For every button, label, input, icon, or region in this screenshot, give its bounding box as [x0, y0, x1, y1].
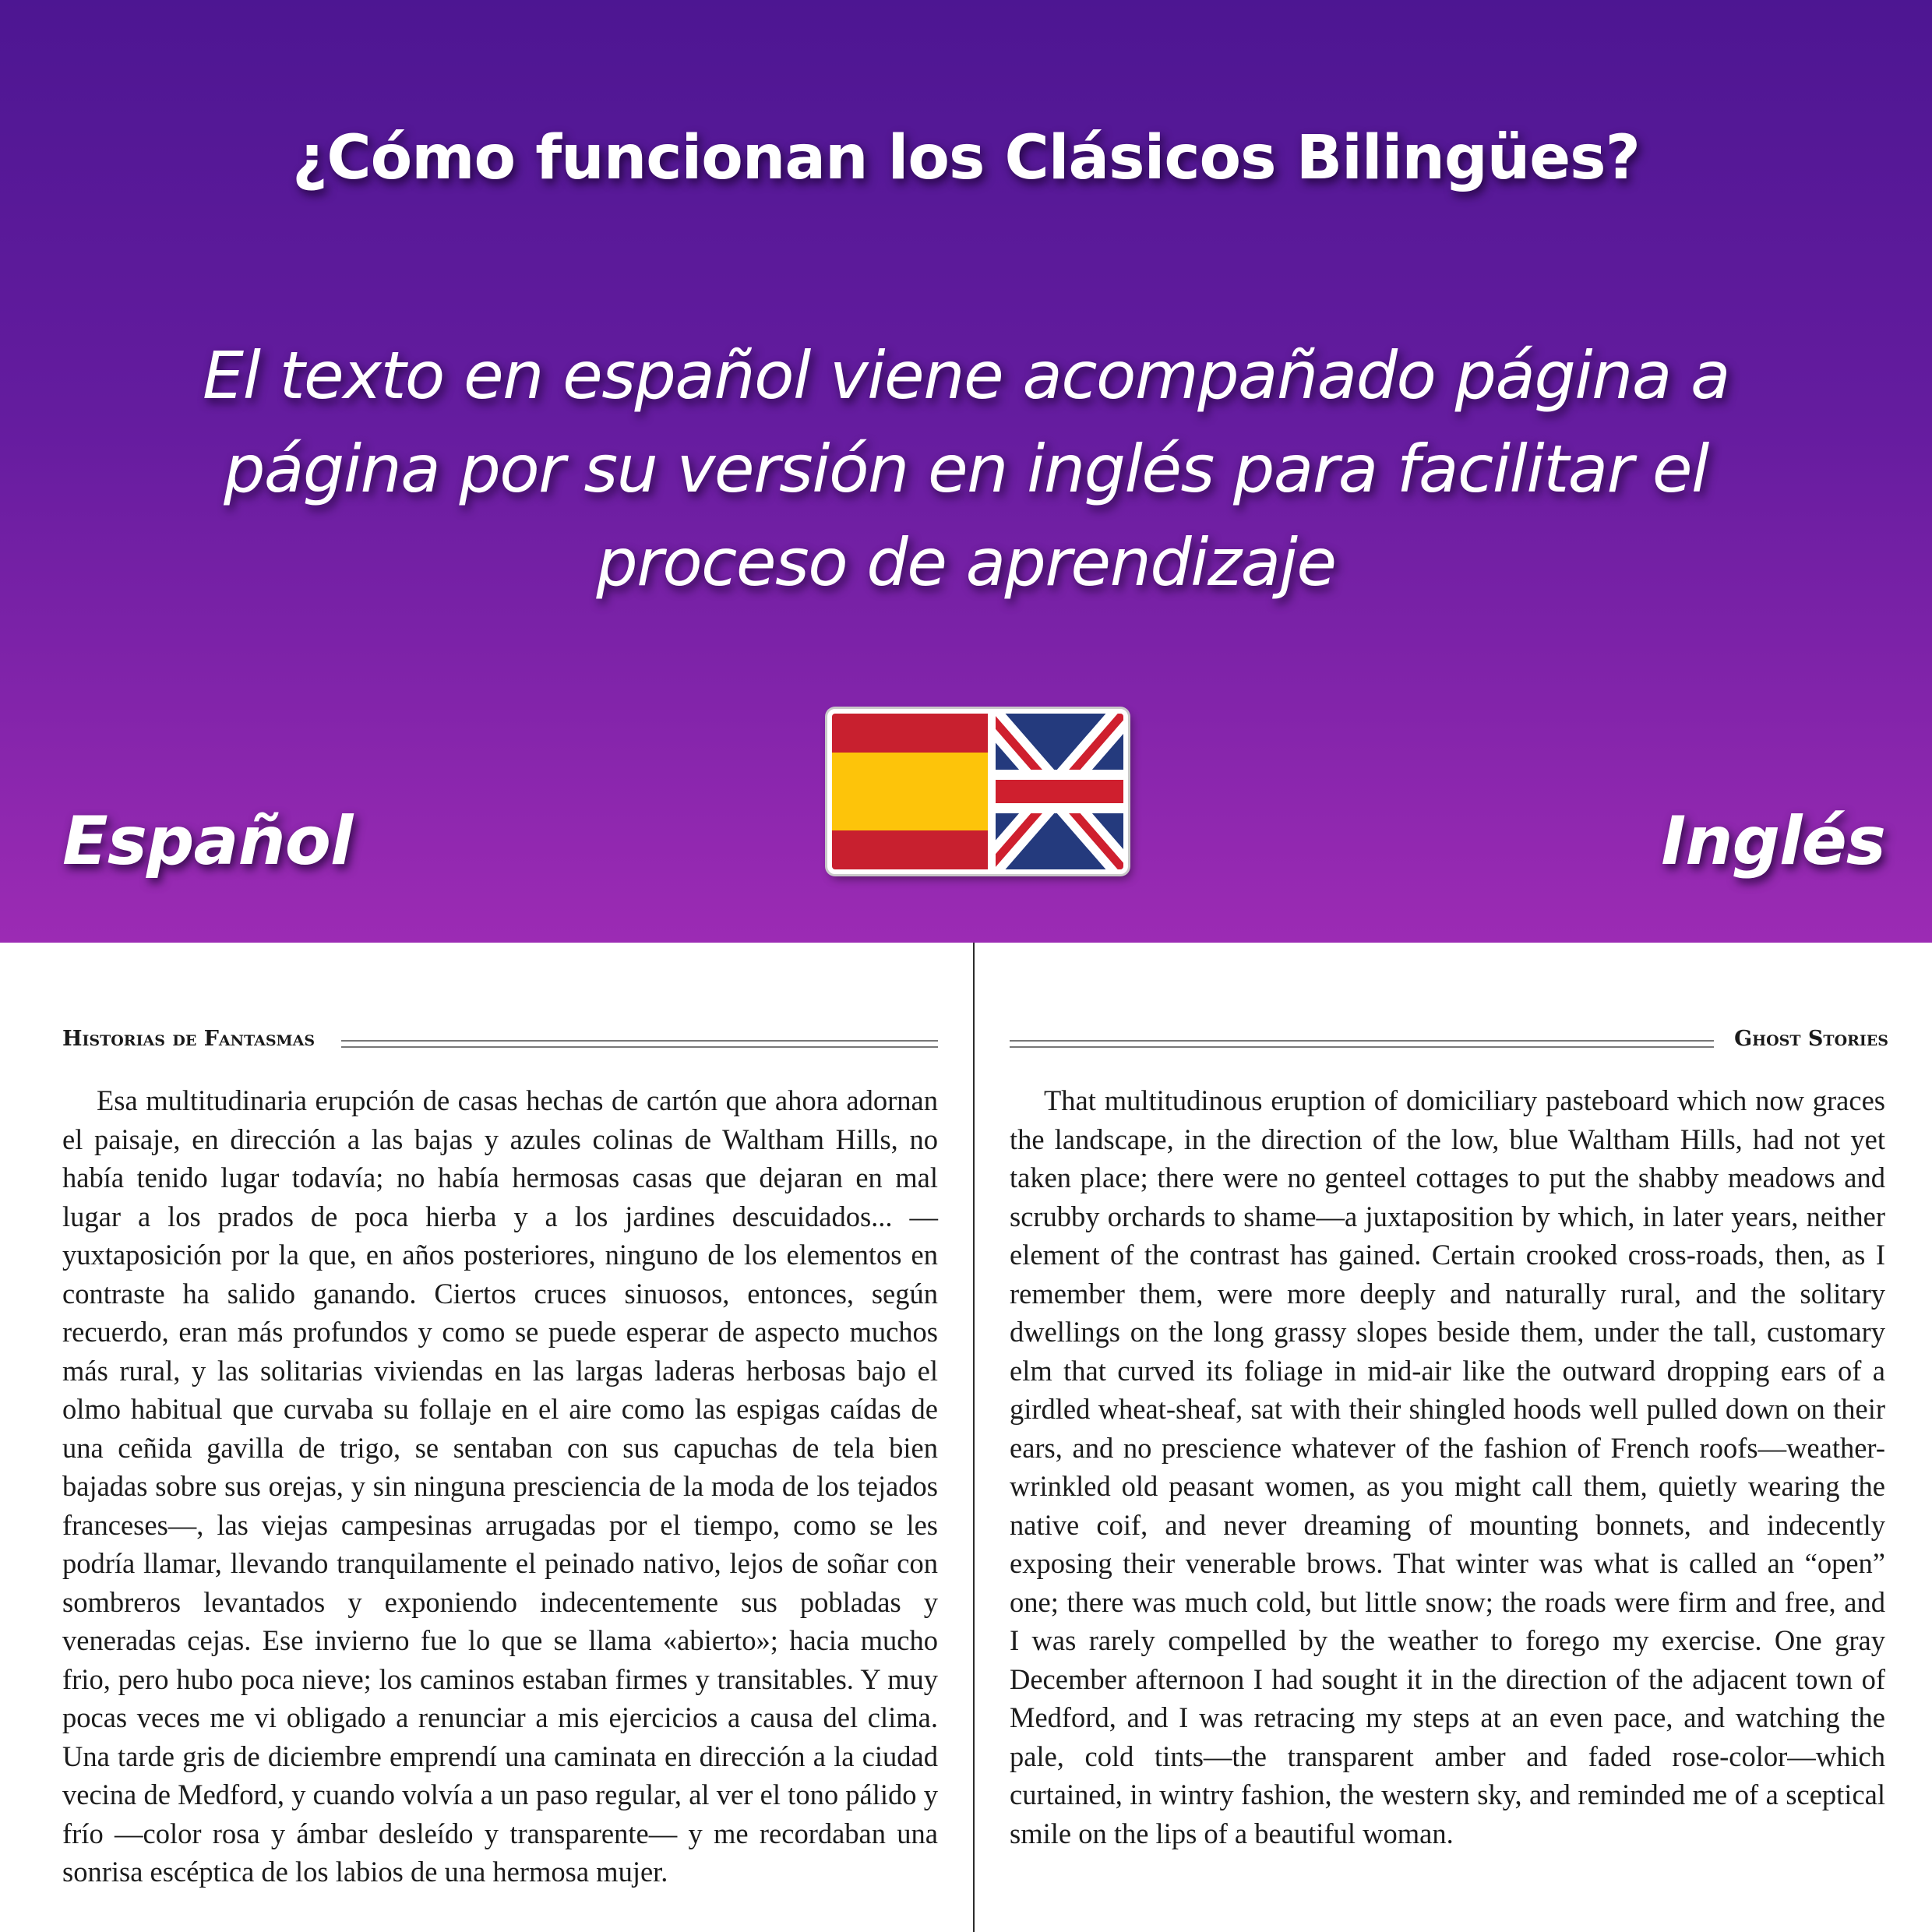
uk-flag	[988, 714, 1123, 869]
left-running-head: Historias de Fantasmas	[62, 1027, 316, 1051]
right-running-head: Ghost Stories	[1734, 1027, 1888, 1051]
headline: ¿Cómo funcionan los Clásicos Bilingües?	[292, 123, 1640, 193]
left-header-rule	[341, 1040, 938, 1048]
promo-banner	[0, 0, 1932, 943]
spanish-body-text: Esa multitudinaria erupción de casas hechas de cartón que ahora adornan el paisaje, en dirección a las bajas y azules colinas de Waltham Hills, no había tenido lugar todavía; no había hermosas casas que dejaran en mal lugar a los prados de poca hierba y a los jardines descuidados... —yuxtaposición por la que, en años posteriores, ninguno de los elementos en contraste ha salido ganando. Ciertos cruces sinuosos, entonces, según recuerdo, eran más profundos y como se puede esperar de aspecto muchos más rural, y las solitarias viviendas en las largas laderas herbosas bajo el olmo habitual que curvaba su follaje en el aire como las espigas caídas de una ceñida gavilla de trigo, se sentaban con sus capuchas de tela bien bajadas sobre sus orejas, y sin ninguna presciencia de la moda de los tejados franceses—, las viejas campesinas arrugadas por el tiempo, como se les podría llamar, llevando tranquilamente el peinado nativo, lejos de soñar con sombreros levantados y exponiendo indecentemente sus pobladas y veneradas cejas. Ese invierno fue lo que se llama «abierto»; hacia mucho frio, pero hubo poca nieve; los caminos estaban firmes y transitables. Y muy pocas veces me vi obligado a renunciar a mis ejercicios a causa del clima. Una tarde gris de diciembre emprendí una caminata en dirección a la ciudad vecina de Medford, y cuando volvía a un paso regular, al ver el tono pálido y frío —color rosa y ámbar desleído y transparente— y me recordaban una sonrisa escéptica de los labios de una hermosa mujer.	[62, 1084, 938, 1888]
spanish-label: Español	[62, 802, 353, 880]
spain-flag-yellow	[832, 753, 988, 830]
english-body-text: That multitudinous eruption of domiciliary pasteboard which now graces the landscape, in the direction of the low, blue Waltham Hills, had not yet taken place; there were no genteel cottages to put the shabby meadows and scrubby orchards to shame—a juxtaposition by which, in later years, neither element of the contrast has gained. Certain crooked cross-roads, then, as I remember them, were more deeply and naturally rural, and the solitary dwellings on the long grassy slopes beside them, under the tall, customary elm that curved its foliage in mid-air like the outward dropping ears of a girdled wheat-sheaf, sat with their shingled hoods well pulled down on their ears, and no prescience whatever of the fashion of French roofs—weather-wrinkled old peasant women, as you might call them, quietly wearing the native coif, and never dreaming of mounting bonnets, and indecently exposing their venerable brows. That winter was what is called an “open” one; there was much cold, but little snow; the roads were firm and free, and I was rarely compelled by the weather to forego my exercise. One gray December afternoon I had sought it in the direction of the adjacent town of Medford, and I was retracing my steps at an even pace, and watching the pale, cold tints—the transparent amber and faded rose-color—which curtained, in wintry fashion, the western sky, and reminded me of a sceptical smile on the lips of a beautiful woman.	[1010, 1084, 1885, 1849]
english-label: Inglés	[1661, 802, 1885, 880]
spain-uk-split-flag-icon	[827, 709, 1128, 874]
right-header-rule	[1010, 1040, 1714, 1048]
subheadline: El texto en español viene acompañado página a página por su versión en inglés para facilitar el proceso de aprendizaje	[203, 337, 1729, 601]
page-gutter-divider	[973, 943, 975, 1932]
